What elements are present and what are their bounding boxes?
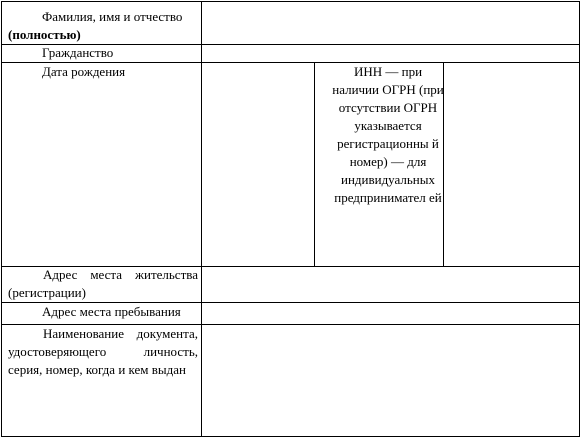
residence-address-label-text: Адрес места жительства (регистрации) (8, 267, 198, 300)
residence-address-value[interactable] (203, 268, 577, 301)
row-border-bottom (1, 436, 580, 437)
birth-date-label-text: Дата рождения (42, 64, 126, 79)
inn-label (331, 63, 445, 207)
citizenship-value[interactable] (203, 46, 577, 61)
column-border-left (1, 1, 2, 437)
stay-address-label-text: Адрес места пребывания (42, 304, 181, 319)
column-border-inn-left (314, 62, 315, 267)
stay-address-value[interactable] (203, 304, 577, 323)
full-name-label-text: Фамилия, имя и отчество (42, 9, 183, 24)
inn-label-text: ИНН — при наличии ОГРН (при отсутствии ОГРН указывается регистрационны й номер) — для индивидуальных предпринимател ей (332, 64, 444, 205)
stay-address-label (42, 303, 200, 321)
id-document-label (8, 325, 198, 379)
column-border-label (201, 1, 202, 437)
full-name-note-text: (полностью) (8, 27, 81, 42)
full-name-label (42, 8, 200, 26)
birth-date-label (42, 63, 200, 81)
birth-date-value[interactable] (203, 64, 313, 264)
citizenship-label (42, 44, 200, 62)
full-name-note (8, 26, 198, 44)
column-border-right (579, 1, 580, 437)
residence-address-label (8, 266, 198, 302)
citizenship-label-text: Гражданство (42, 45, 114, 60)
id-document-label-text: Наименование документа, удостоверяющего личность, серия, номер, когда и кем выдан (8, 326, 198, 377)
full-name-value[interactable] (203, 3, 577, 43)
inn-value[interactable] (445, 64, 577, 264)
row-border-top (1, 1, 580, 2)
id-document-value[interactable] (203, 326, 577, 435)
